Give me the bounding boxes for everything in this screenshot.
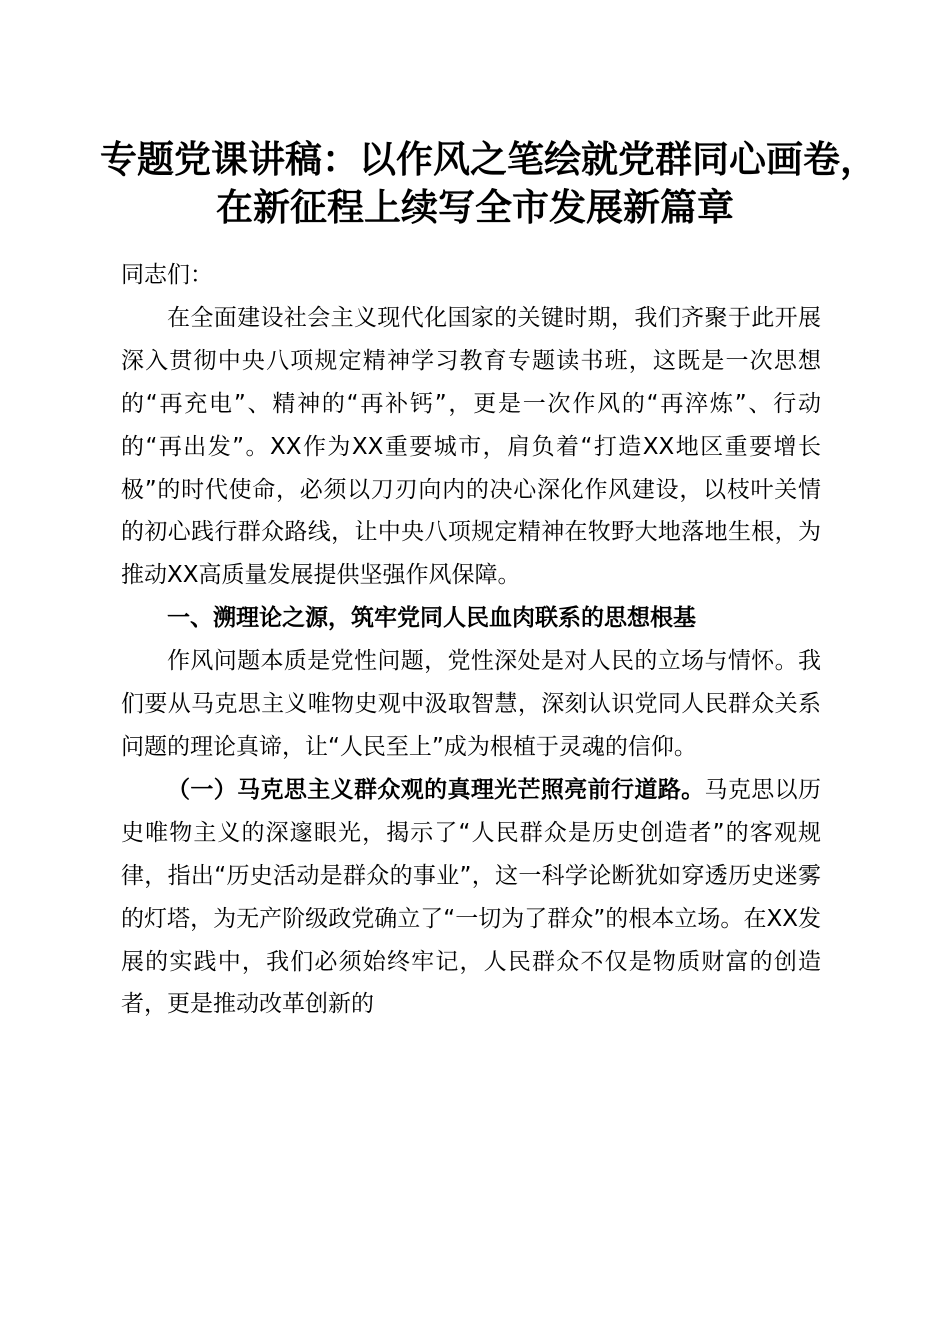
subsection-heading-1: （一）马克思主义群众观的真理光芒照亮前行道路。 <box>167 776 705 803</box>
subsection-body-1: 马克思以历史唯物主义的深邃眼光，揭示了“人民群众是历史创造者”的客观规律，指出“历史活动是群众的事业”，这一科学论断犹如穿透历史迷雾的灯塔，为无产阶级政党确立了“一切为了群众”的根本立场。在XX发展的实践中，我们必须始终牢记，人民群众不仅是物质财富的创造者，更是推动改革创新的 <box>121 776 822 1018</box>
paragraph-section1: 作风问题本质是党性问题，党性深处是对人民的立场与情怀。我们要从马克思主义唯物史观中汲取智慧，深刻认识党同人民群众关系问题的理论真谛，让“人民至上”成为根植于灵魂的信仰。 <box>121 648 821 760</box>
paragraph-intro: 在全面建设社会主义现代化国家的关键时期，我们齐聚于此开展深入贯彻中央八项规定精神学习教育专题读书班，这既是一次思想的“再充电”、精神的“再补钙”，更是一次作风的“再淬炼”、行动的“再出发”。XX作为XX重要城市，肩负着“打造XX地区重要增长极”的时代使命，必须以刀刃向内的决心深化作风建设，以枝叶关情的初心践行群众路线，让中央八项规定精神在牧野大地落地生根，为推动XX高质量发展提供坚强作风保障。 <box>121 304 821 589</box>
document-title-line-1: 专题党课讲稿：以作风之笔绘就党群同心画卷， <box>100 137 877 181</box>
document-body <box>121 254 821 1026</box>
document-title-line-2: 在新征程上续写全市发展新篇章 <box>216 185 734 229</box>
section-heading-1: 一、溯理论之源，筑牢党同人民血肉联系的思想根基 <box>167 605 696 632</box>
paragraph-subsection1 <box>121 769 821 1026</box>
salutation: 同志们： <box>121 262 213 288</box>
